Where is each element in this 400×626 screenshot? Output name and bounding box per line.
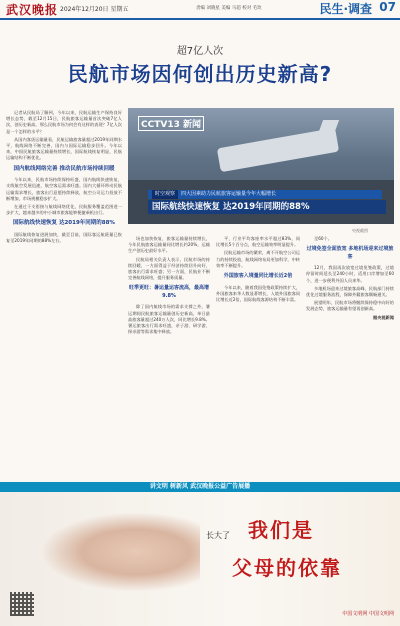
paragraph: 从国内客货运输量看，民航运输旅客量超过2019年同期水平，航线网络不断完善，国内与国际运输稳步回升。今年以来，中国民航旅客运输量持续增长，国际航线恢复明显，民航运输结构不断优化。 xyxy=(6,136,122,161)
ad-banner: 讲文明 树新风 武汉晚报公益广告展播 xyxy=(0,482,400,492)
public-service-ad xyxy=(0,492,400,626)
paragraph: 今年以来，随着我国免签政策持续扩大，外国旅客来华人数显著增长，入境外国旅客同比增长近2倍，国际航线客源结构不断丰富。 xyxy=(216,284,300,302)
paragraph: 12月，我国再次放宽过境免签政策，过境停留时间延长至240小时，适用口岸增加至60个，进一步便利外国人员来华。 xyxy=(306,265,394,283)
cctv-logo: CCTV13 新闻 xyxy=(138,116,204,131)
paragraph: 民航运输市场的繁荣，离不开航空公司运力的持续投放，航线网络布局更加科学，中转效率不断提升。 xyxy=(216,250,300,268)
paragraph: 在通过干支衔接与航线网络优化，民航服务覆盖范围进一步扩大，越来越多的中小城市旅客能够便捷乘机出行。 xyxy=(6,203,122,216)
ad-credit: 中国文明网 中国文明网 xyxy=(342,611,394,617)
article-column-3 xyxy=(216,236,300,478)
subheading: 国内航线网络完善 推动民航市场持续回暖 xyxy=(13,165,115,172)
article-kicker: 超7亿人次 xyxy=(176,46,224,57)
photo-caption: 国际航线快速恢复 达2019年同期的88% xyxy=(148,200,386,214)
paragraph: 国际航线恢复进展加快，截至目前，国际客运航班量已恢复至2019年同期的88%左右。 xyxy=(6,231,122,244)
holding-hands-graphic xyxy=(40,512,200,592)
paragraph: 除了国内航线市场的需求支撑之外，暑运期间民航旅客运输量创历史新高，单日最高旅客量超过240万人次，同比增长9.8%。暑运旅客出行需求旺盛，亲子游、研学游、探亲游等需求集中释放。 xyxy=(128,304,210,335)
news-ticker xyxy=(148,190,382,199)
subheading: 旺季更旺：暑运量运客流高，最高增9.8% xyxy=(128,285,209,299)
editor-credits: 责编 刘晓星 美编 马超 校对 毛玫 xyxy=(196,6,262,11)
paragraph: 场也加快恢复，旅客运输量持续增长，今年民航旅客运输量同比增长约20%，运输生产创历史最好水平。 xyxy=(128,236,210,254)
issue-date: 2024年12月20日 星期五 xyxy=(60,6,129,13)
paragraph: 民航局相关负责人表示，民航市场的持续回暖，一方面得益于经济持续回升向好，旅客出行需求旺盛；另一方面，民航业不断完善航线网络，提升服务质量。 xyxy=(128,256,210,281)
photo-credit: 央视截图 xyxy=(352,228,368,233)
paragraph: 今年以来，民航市场持续保持旺盛，国内航线快速恢复，支线航空发展迅速，航空客运需求旺盛。国内大循环带动民航运输需求增长，旅客出行意愿持续释放，航空公司运力投放不断增加，市场规模稳步扩大。 xyxy=(6,177,122,201)
page-number: 07 xyxy=(379,0,396,14)
subheading: 过境免签全面放宽 多地机场迎来过境旅客 xyxy=(306,246,394,260)
ticker-tag: 时空观察 xyxy=(152,190,178,199)
ad-slogan-small: 长大了 xyxy=(206,531,230,540)
article-source: 据央视新闻 xyxy=(373,314,394,320)
newspaper-logo: 武汉晚报 xyxy=(6,3,59,17)
section-title: 民生·调查 xyxy=(319,2,372,16)
masthead xyxy=(0,0,400,20)
paragraph: 展望明年，民航市场将继续保持稳中向好的发展态势，旅客运输量有望再创新高。 xyxy=(306,300,394,312)
paragraph: 至60个。 xyxy=(314,236,332,241)
paragraph: 多地机场迎来过境旅客高峰，民航部门持续优化过境服务流程，保障外籍旅客顺畅通关。 xyxy=(306,285,394,298)
article-column-4 xyxy=(306,236,394,478)
ad-slogan-line-1: 我们是 xyxy=(248,518,314,542)
subheading: 国际航线快速恢复 达2019年同期的88% xyxy=(13,220,115,227)
news-photo xyxy=(128,108,394,224)
paragraph: 平，行业平均客座率水平超过83%，同比增长5个百分点，航空运输效率明显提升。 xyxy=(216,236,300,248)
intro-paragraph: 记者从民航局了解到，今年以来，民航运输生产保持良好增长态势，截至12月15日，民航旅客运输量首次突破7亿人次，创历史新高。那么民航市场为何会有这样的表现？7亿人次是一个怎样的水平？ xyxy=(6,110,122,134)
article-headline: 民航市场因何创出历史新高? xyxy=(67,62,333,86)
ad-slogan-line-2: 父母的依靠 xyxy=(232,556,342,580)
article-column-1 xyxy=(6,110,122,478)
article-column-2 xyxy=(128,236,210,478)
ticker-text: 四大因素助力民航旅客运输量今年大幅增长 xyxy=(181,191,277,197)
subheading: 外国旅客入境量同比增长近2倍 xyxy=(223,273,293,280)
qr-code-icon xyxy=(10,592,34,616)
